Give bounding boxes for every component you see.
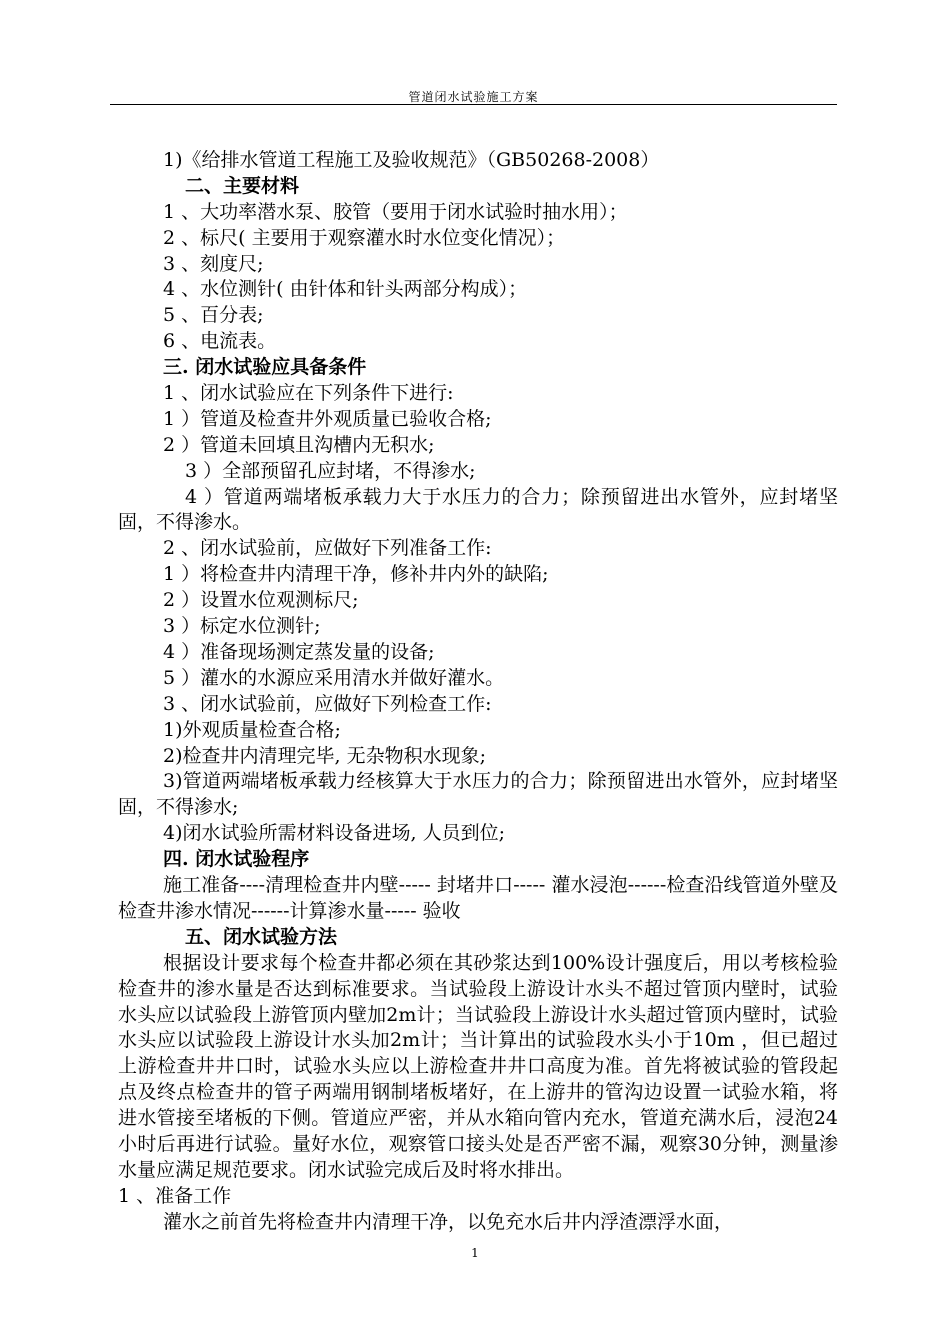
preparation-paragraph: 灌水之前首先将检查井内清理干净，以免充水后井内浮渣漂浮水面， — [163, 1210, 734, 1233]
list-item: 1)外观质量检查合格; — [163, 718, 341, 741]
method-paragraph: 根据设计要求每个检查井都必须在其砂浆达到100%设计强度后，用以考核检验检查井的渗水量是否达到标准要求。当试验段上游设计水头不超过管顶内壁时，试验水头应以试验段上游管顶内壁加2m计；当试验段上游设计水头超过管顶内壁时，试验水头应以试验段上游设计水头加2m计；当计算出的试验段水头小于10m ，但已超过上游检查井井口时，试验水头应以上游检查井井口高度为准。首先将被试验的管段起点及终点检查井的管子两端用钢制堵板堵好，在上游井的管沟边设置一试验水箱，将进水管接至堵板的下侧。管道应严密，并从水箱向管内充水，管道充满水后，浸泡24小时后再进行试验。量好水位，观察管口接头处是否严密不漏，观察30分钟，测量渗水量应满足规范要求。闭水试验完成后及时将水排出。 — [118, 951, 838, 1181]
list-item: 2 、闭水试验前，应做好下列准备工作: — [163, 537, 492, 560]
list-item: 5 ）灌水的水源应采用清水并做好灌水。 — [163, 666, 505, 689]
list-item: 5 、百分表; — [163, 304, 264, 327]
list-item: 1 ）管道及检查井外观质量已验收合格; — [163, 407, 492, 430]
list-item: 1 、大功率潜水泵、胶管（要用于闭水试验时抽水用）； — [163, 200, 628, 223]
list-item: 3 、刻度尺; — [163, 252, 264, 275]
list-item: 4 ）准备现场测定蒸发量的设备; — [163, 640, 435, 663]
list-item: 3 ）标定水位测针; — [163, 615, 321, 638]
page-number: 1 — [471, 1246, 479, 1260]
subsection-heading-preparation: 1 、准备工作 — [118, 1184, 232, 1207]
section-heading-conditions: 三. 闭水试验应具备条件 — [163, 356, 367, 379]
list-item: 3)管道两端堵板承载力经核算大于水压力的合力；除预留进出水管外，应封堵坚固，不得渗水; — [118, 770, 838, 819]
list-item: 4 ）管道两端堵板承载力大于水压力的合力；除预留进出水管外，应封堵坚固，不得渗水。 — [118, 485, 838, 534]
list-item: 4)闭水试验所需材料设备进场, 人员到位; — [163, 822, 505, 845]
list-item: 1 ）将检查井内清理干净，修补井内外的缺陷; — [163, 563, 549, 586]
list-item: 3 ）全部预留孔应封堵，不得渗水; — [185, 459, 476, 482]
header-divider — [110, 104, 837, 105]
list-item: 3 、闭水试验前，应做好下列检查工作: — [163, 692, 492, 715]
list-item: 2 ）管道未回填且沟槽内无积水; — [163, 433, 435, 456]
page-header-title: 管道闭水试验施工方案 — [408, 90, 539, 104]
section-heading-procedure: 四. 闭水试验程序 — [163, 848, 310, 871]
section-heading-method: 五、闭水试验方法 — [185, 925, 338, 948]
list-item: 4 、水位测针( 由针体和针头两部分构成）； — [163, 278, 528, 301]
reference-standard: 1)《给排水管道工程施工及验收规范》（GB50268-2008） — [163, 149, 660, 171]
list-item: 2 ）设置水位观测标尺; — [163, 589, 359, 612]
document-body — [118, 148, 838, 1236]
list-item: 2)检查井内清理完毕, 无杂物积水现象; — [163, 744, 486, 767]
list-item: 6 、电流表。 — [163, 330, 277, 353]
list-item: 1 、闭水试验应在下列条件下进行: — [163, 382, 454, 405]
section-heading-materials: 二、主要材料 — [185, 174, 300, 197]
procedure-flow: 施工准备----清理检查井内壁----- 封堵井口----- 灌水浸泡------检查沿线管道外壁及检查井渗水情况------计算渗水量----- 验收 — [118, 874, 838, 922]
list-item: 2 、标尺( 主要用于观察灌水时水位变化情况）； — [163, 226, 566, 249]
